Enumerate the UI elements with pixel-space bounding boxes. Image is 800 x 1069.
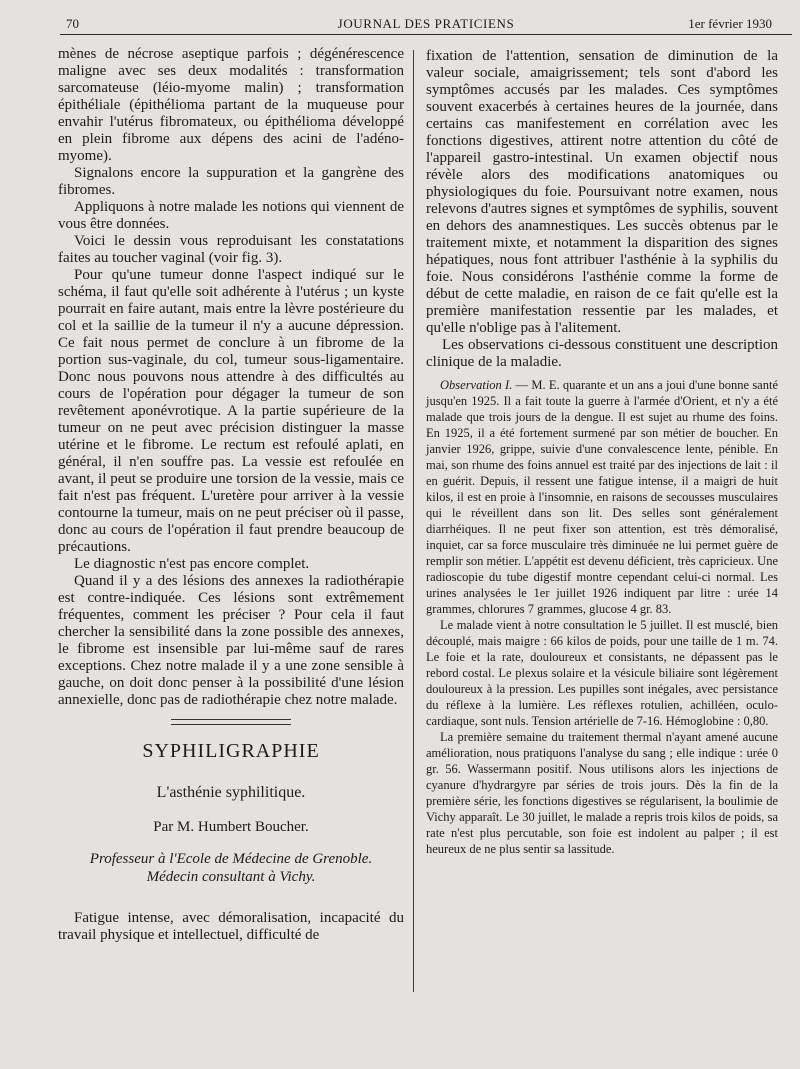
issue-date: 1er février 1930 bbox=[688, 16, 772, 31]
journal-title: JOURNAL DES PRATICIENS bbox=[337, 16, 515, 31]
paragraph: Pour qu'une tumeur donne l'aspect indiqué sur le schéma, il faut qu'elle soit adhérente à l'utérus ; un kyste pourrait en faire autant, mais entre la lèvre postérieure du col et la saillie de la tumeur il n'y a aucune dépression. Ce fait nous permet de conclure à un fibrome de la portion sus-vaginale, du col, tumeur sous-ligamentaire. Donc nous pouvons nous attendre à des difficultés au cours de l'opération pour dégager la tumeur de son revêtement aponévrotique. A la partie supérieure de la tumeur on ne peut avec précision distinguer la masse utérine et le fibrome. Le rectum est refoulé aplati, en général, il n'en souffre pas. La vessie est refoulée en avant, il peut se produire une torsion de la vessie, mais ce fait n'est pas fréquent. L'uretère pour arriver à la vessie contourne la tumeur, mais on ne peut préciser où il passe, donc au cours de l'opération il faut prendre beaucoup de précautions. bbox=[58, 267, 404, 555]
observation-paragraph: Le malade vient à notre consultation le 5 juillet. Il est musclé, bien découplé, mais maigre : 66 kilos de poids, pour une taille de 1 m. 74. Le foie et la rate, douloureux et consistants, ne dépassent pas le rebord costal. Le plexus solaire et la vésicule biliaire sont légèrement douloureux à la pression. Les pupilles sont inégales, avec persistance du réflexe à la lumière. Les réflexes rotulien, achilléen, oculo-cardiaque, sont nuls. Tension artérielle de 7-16. Hémoglobine : 0,80. bbox=[426, 618, 778, 728]
observation-label: Observation I. bbox=[440, 378, 513, 392]
page-number: 70 bbox=[66, 16, 79, 31]
section-title: SYPHILIGRAPHIE bbox=[142, 740, 320, 762]
affiliation-line: Professeur à l'Ecole de Médecine de Grenoble. bbox=[89, 851, 373, 867]
observation-text: — M. E. quarante et un ans a joui d'une bonne santé jusqu'en 1925. Il a fait toute la guerre à l'armée d'Orient, et n'y a été malade que trois jours de la dengue. Il est sujet au rhume des foins. En 1925, il a été fortement surmené par son métier de boucher. En janvier 1926, grippe, suivie d'une convalescence lente, pénible. En mai, son rhume des foins annuel est traité par des injections de lait : il en guérit. Depuis, il ressent une fatigue intense, il a maigri de huit kilos, il est en proie à l'insomnie, en raisons de secousses musculaires qui le réveillent dans son lit. Des selles sont généralement diarrhéiques. Il ne peut fixer son attention, est très démoralisé, inquiet, car sa force musculaire très diminuée ne lui permet guère de remplir son métier. L'appétit est devenu déficient, très capricieux. Une radioscopie du tube digestif montre cependant celui-ci normal. Les urines analysées le 1er juillet 1926 indiquent par litre : urée 14 grammes, chlorures 7 grammes, glucose 4 gr. 83. bbox=[426, 378, 778, 616]
paragraph: fixation de l'attention, sensation de diminution de la valeur sociale, amaigrissement; tels sont d'abord les symptômes accusés par les malades. Ces symptômes souvent exacerbés à certaines heures de la journée, dans certains cas manifestement en corrélation avec les fonctions digestives, attirent notre attention du côté de l'appareil gastro-intestinal. Un examen objectif nous révèle alors des modifications anatomiques ou physiologiques du foie. Poursuivant notre examen, nous relevons d'autres signes et symptômes de syphilis, souvent en dehors des anamnestiques. Les succès obtenus par le traitement mixte, et notamment la disparition des signes hépatiques, nous font attribuer l'asthénie à la syphilis du foie. Nous considérons l'asthénie comme la forme de début de cette maladie, en raison de ce fait qu'elle est la première manifestation ressentie par les malades, et qu'elle n'oblige pas à l'alitement. bbox=[426, 48, 778, 336]
column-rule bbox=[413, 50, 414, 992]
section-separator bbox=[171, 719, 291, 725]
paragraph: Signalons encore la suppuration et la gangrène des fibromes. bbox=[58, 165, 404, 198]
right-column bbox=[426, 48, 778, 857]
author-affiliation bbox=[58, 850, 404, 886]
paragraph: mènes de nécrose aseptique parfois ; dégénérescence maligne avec ses deux modalités : transformation sarcomateuse (léio-myome malin) ; transformation épithéliale (épithélioma partant de la muqueuse pour envahir l'utérus fibromateux, ou épithélioma développé en plein fibrome aux dépens des acini de l'adéno-myome). bbox=[58, 46, 404, 164]
paragraph: Les observations ci-dessous constituent une description clinique de la maladie. bbox=[426, 337, 778, 370]
observation-paragraph: La première semaine du traitement thermal n'ayant amené aucune amélioration, nous pratiquons l'analyse du sang ; elle indique : urée 0 gr. 56. Wassermann positif. Nous utilisons alors les injections de cyanure d'hydrargyre par séries de trois jours. Dès la fin de la première série, les fonctions digestives se régularisent, la boulimie de Vichy apparaît. Le 30 juillet, le malade a repris trois kilos de poids, sa rate n'est plus percutable, son foie est indolent au palper ; il est heureux de ne plus sentir sa lassitude. bbox=[426, 730, 778, 856]
paragraph: Le diagnostic n'est pas encore complet. bbox=[74, 556, 310, 572]
left-column bbox=[58, 46, 404, 944]
affiliation-line: Médecin consultant à Vichy. bbox=[146, 869, 316, 885]
article-author: Par M. Humbert Boucher. bbox=[153, 819, 309, 835]
observation-block bbox=[426, 377, 778, 857]
article-title: L'asthénie syphilitique. bbox=[156, 784, 306, 801]
paragraph: Voici le dessin vous reproduisant les constatations faites au toucher vaginal (voir fig. 3). bbox=[58, 233, 404, 266]
running-header bbox=[60, 12, 792, 35]
article-intro: Fatigue intense, avec démoralisation, incapacité du travail physique et intellectuel, difficulté de bbox=[58, 910, 404, 943]
paragraph: Appliquons à notre malade les notions qui viennent de vous être données. bbox=[58, 199, 404, 232]
paragraph: Quand il y a des lésions des annexes la radiothérapie est contre-indiquée. Ces lésions sont extrêmement fréquentes, comment les préciser ? Pour cela il faut chercher la sensibilité dans la zone possible des annexes, le fibrome est insensible par lui-même sauf de rares exceptions. Chez notre malade il y a une zone sensible à gauche, on doit donc penser à la possibilité d'une lésion annexielle, donc pas de radiothérapie chez notre malade. bbox=[58, 573, 404, 708]
